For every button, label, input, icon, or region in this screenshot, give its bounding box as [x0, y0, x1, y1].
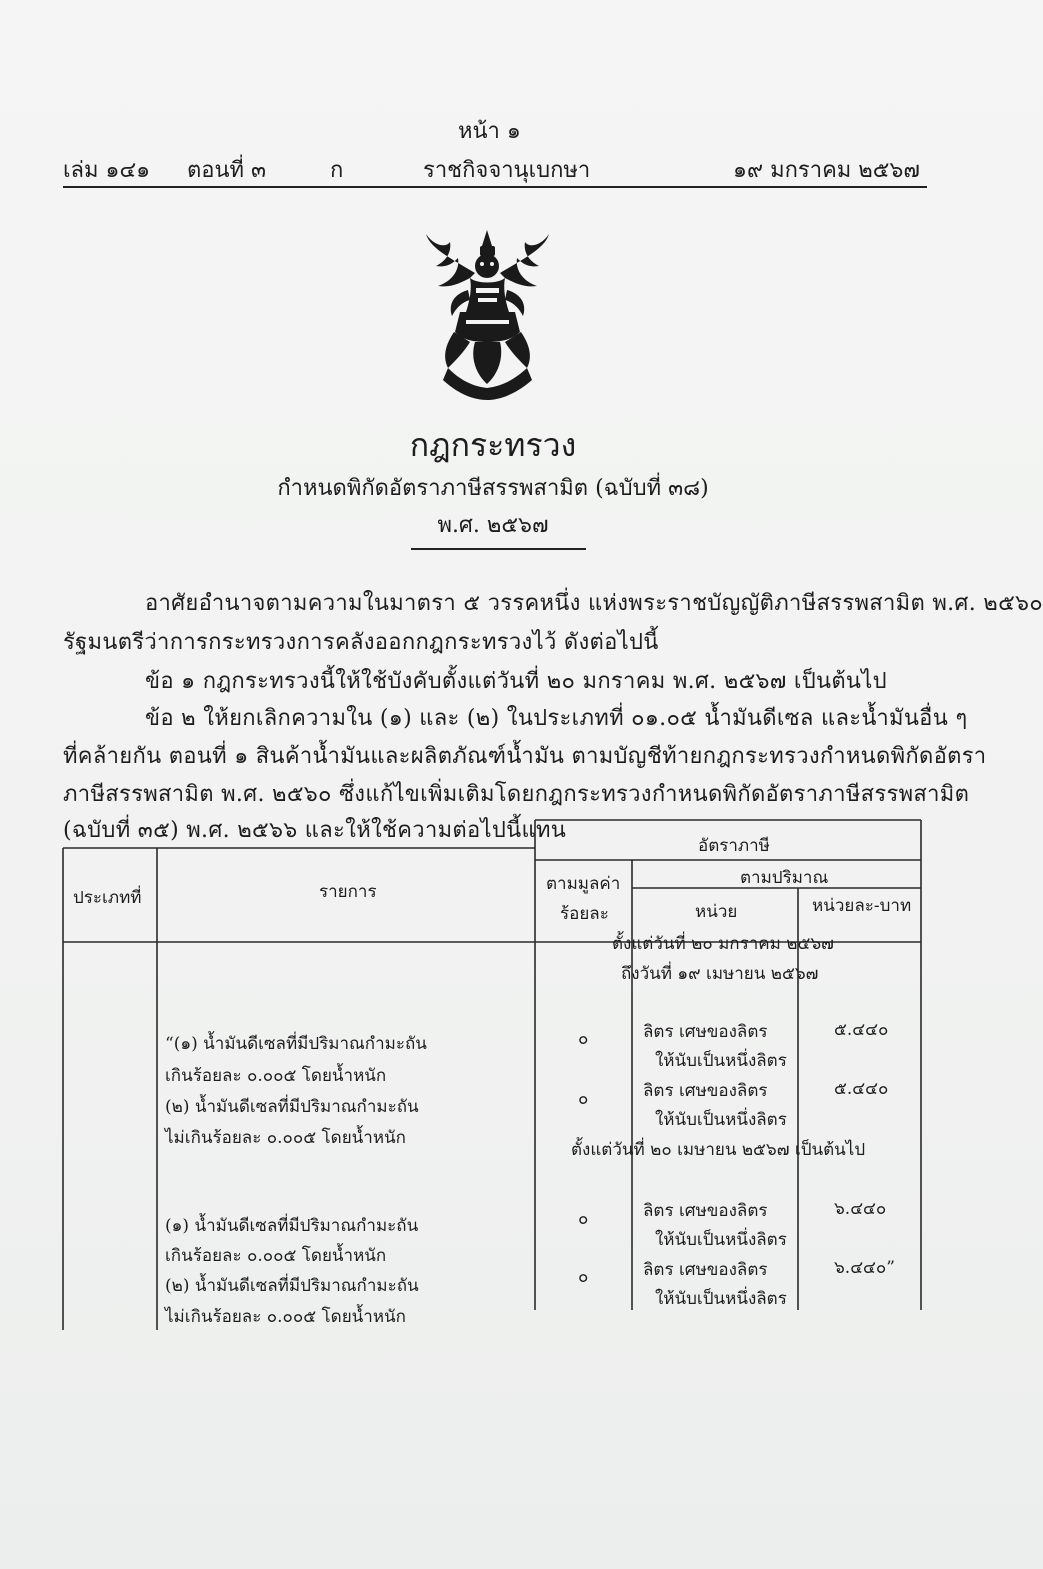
- volume-label: เล่ม ๑๔๑: [63, 158, 151, 183]
- preamble-line-1: อาศัยอำนาจตามความในมาตรา ๕ วรรคหนึ่ง แห่งพระราชบัญญัติภาษีสรรพสามิต พ.ศ. ๒๕๖๐: [145, 591, 1043, 616]
- period-1-line-1: ตั้งแต่วันที่ ๒๐ มกราคม ๒๕๖๗: [612, 934, 834, 954]
- clause-1: ข้อ ๑ กฎกระทรวงนี้ให้ใช้บังคับตั้งแต่วันที่ ๒๐ มกราคม พ.ศ. ๒๕๖๗ เป็นต้นไป: [145, 669, 887, 694]
- p2-item-1-unit-1: ลิตร เศษของลิตร: [643, 1201, 768, 1221]
- p2-item-1-line-2: เกินร้อยละ ๐.๐๐๕ โดยน้ำหนัก: [165, 1246, 387, 1266]
- header-unit: หน่วย: [695, 902, 738, 922]
- publication-date: ๑๙ มกราคม ๒๕๖๗: [733, 158, 920, 183]
- p1-item-2-unit-2: ให้นับเป็นหนึ่งลิตร: [655, 1110, 787, 1130]
- p2-item-2-line-1: (๒) น้ำมันดีเซลที่มีปริมาณกำมะถัน: [165, 1276, 419, 1296]
- p2-item-2-rate: ๖.๔๔๐”: [834, 1258, 895, 1278]
- period-2: ตั้งแต่วันที่ ๒๐ เมษายน ๒๕๖๗ เป็นต้นไป: [571, 1140, 866, 1160]
- document-year: พ.ศ. ๒๕๖๗: [437, 513, 549, 538]
- section-label: ตอนที่ ๓: [187, 158, 267, 183]
- clause-2-line-2: ที่คล้ายกัน ตอนที่ ๑ สินค้าน้ำมันและผลิตภัณฑ์น้ำมัน ตามบัญชีท้ายกฎกระทรวงกำหนดพิกัดอัตรา: [63, 744, 987, 769]
- p1-item-1-unit-1: ลิตร เศษของลิตร: [643, 1022, 768, 1042]
- clause-2-line-3: ภาษีสรรพสามิต พ.ศ. ๒๕๖๐ ซึ่งแก้ไขเพิ่มเติมโดยกฎกระทรวงกำหนดพิกัดอัตราภาษีสรรพสามิต: [63, 782, 970, 807]
- header-items: รายการ: [319, 882, 377, 902]
- p2-item-2-unit-1: ลิตร เศษของลิตร: [643, 1260, 768, 1280]
- p1-item-1-rate: ๕.๔๔๐: [834, 1020, 889, 1040]
- clause-2-line-1: ข้อ ๒ ให้ยกเลิกความใน (๑) และ (๒) ในประเภทที่ ๐๑.๐๕ น้ำมันดีเซล และน้ำมันอื่น ๆ: [145, 706, 968, 731]
- document-title: กฎกระทรวง: [409, 426, 577, 464]
- header-ad-valorem-1: ตามมูลค่า: [546, 874, 621, 894]
- p2-item-1-unit-2: ให้นับเป็นหนึ่งลิตร: [655, 1230, 787, 1250]
- p1-item-2-ad-valorem: ๐: [578, 1089, 589, 1109]
- header-per-unit: หน่วยละ-บาท: [812, 896, 912, 916]
- p1-item-1-ad-valorem: ๐: [578, 1029, 589, 1049]
- p1-item-1-line-1: “(๑) น้ำมันดีเซลที่มีปริมาณกำมะถัน: [165, 1034, 427, 1054]
- period-1-line-2: ถึงวันที่ ๑๙ เมษายน ๒๕๖๗: [621, 964, 819, 984]
- section-letter: ก: [330, 158, 344, 183]
- p1-item-2-rate: ๕.๔๔๐: [834, 1079, 889, 1099]
- header-quantity: ตามปริมาณ: [740, 868, 829, 888]
- header-rate: อัตราภาษี: [698, 836, 770, 856]
- page-number: หน้า ๑: [458, 119, 521, 144]
- clause-2-line-4: (ฉบับที่ ๓๕) พ.ศ. ๒๕๖๖ และให้ใช้ความต่อไปนี้แทน: [63, 818, 567, 843]
- p2-item-1-rate: ๖.๔๔๐: [834, 1199, 887, 1219]
- p1-item-2-line-2: ไม่เกินร้อยละ ๐.๐๐๕ โดยน้ำหนัก: [165, 1128, 406, 1148]
- p2-item-1-line-1: (๑) น้ำมันดีเซลที่มีปริมาณกำมะถัน: [165, 1216, 419, 1236]
- p1-item-1-unit-2: ให้นับเป็นหนึ่งลิตร: [655, 1051, 787, 1071]
- header-ad-valorem-2: ร้อยละ: [560, 904, 609, 924]
- p1-item-2-line-1: (๒) น้ำมันดีเซลที่มีปริมาณกำมะถัน: [165, 1097, 419, 1117]
- publication-name: ราชกิจจานุเบกษา: [423, 158, 591, 183]
- p1-item-1-line-2: เกินร้อยละ ๐.๐๐๕ โดยน้ำหนัก: [165, 1066, 387, 1086]
- p2-item-2-ad-valorem: ๐: [578, 1267, 589, 1287]
- p2-item-2-unit-2: ให้นับเป็นหนึ่งลิตร: [655, 1289, 787, 1309]
- header-type: ประเภทที่: [73, 888, 142, 908]
- p2-item-2-line-2: ไม่เกินร้อยละ ๐.๐๐๕ โดยน้ำหนัก: [165, 1307, 406, 1327]
- document-subtitle: กำหนดพิกัดอัตราภาษีสรรพสามิต (ฉบับที่ ๓๘): [277, 476, 709, 501]
- preamble-line-2: รัฐมนตรีว่าการกระทรวงการคลังออกกฎกระทรวงไว้ ดังต่อไปนี้: [63, 630, 659, 655]
- p1-item-2-unit-1: ลิตร เศษของลิตร: [643, 1081, 768, 1101]
- p2-item-1-ad-valorem: ๐: [578, 1209, 589, 1229]
